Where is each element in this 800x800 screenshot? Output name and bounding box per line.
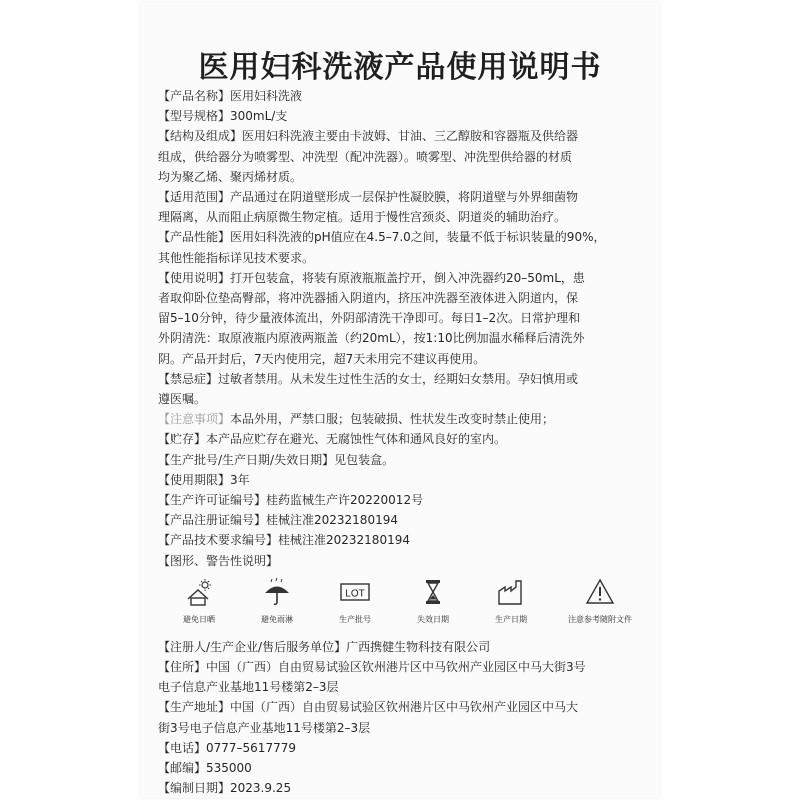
lot-text: LOT bbox=[345, 588, 365, 600]
icon-caption: 避免日晒 bbox=[183, 614, 215, 624]
symbol-umbrella bbox=[246, 577, 308, 627]
text-line: 【使用期限】3年 bbox=[158, 472, 250, 487]
symbol-hourglass bbox=[402, 577, 464, 627]
text-line: 【产品名称】医用妇科洗液 bbox=[158, 89, 303, 103]
text-line: 理隔离，从而阻止病原微生物定植。适用于慢性宫颈炎、阴道炎的辅助治疗。 bbox=[158, 210, 567, 225]
icon-caption: 生产日期 bbox=[495, 614, 527, 624]
symbol-lot bbox=[324, 577, 386, 627]
text-line: 【型号规格】300mL/支 bbox=[158, 109, 288, 124]
caution-text: 本品外用，严禁口服；包装破损、性状发生改变时禁止使用； bbox=[230, 412, 555, 427]
text-line: 【产品注册证编号】桂械注准20232180194 bbox=[158, 513, 398, 528]
text-line: 【产品技术要求编号】桂械注准20232180194 bbox=[158, 533, 410, 548]
text-line: 【产品性能】医用妇科洗液的pH值应在4.5–7.0之间，装量不低于标识装量的90%， bbox=[158, 230, 606, 245]
text-line: 【生产许可证编号】桂药监械生产许20220012号 bbox=[158, 493, 424, 508]
icon-caption: 生产批号 bbox=[339, 614, 371, 624]
symbol-sun bbox=[168, 577, 230, 627]
hourglass-icon bbox=[418, 577, 448, 607]
text-line: 遵医嘱。 bbox=[158, 392, 207, 407]
text-line: 其他性能指标详见技术要求。 bbox=[158, 250, 315, 265]
text-line: 【结构及组成】医用妇科洗液主要由卡波姆、甘油、三乙醇胺和容器瓶及供给器 bbox=[158, 129, 579, 144]
text-line: 电子信息产业基地11号楼第2–3层 bbox=[158, 680, 339, 695]
text-line: 【注册人/生产企业/售后服务单位】广西携健生物科技有限公司 bbox=[158, 639, 491, 654]
text-line: 【使用说明】打开包装盒，将装有原液瓶瓶盖拧开，倒入冲洗器约20–50mL，患 bbox=[158, 270, 585, 285]
lot-icon bbox=[340, 577, 370, 607]
text-line: 【生产地址】中国（广西）自由贸易试验区钦州港片区中马钦州产业园区中马大 bbox=[158, 700, 579, 715]
text-line: 街3号电子信息产业基地11号楼第2–3层 bbox=[158, 720, 371, 735]
sun-icon bbox=[184, 577, 214, 607]
icon-caption: 注意参考随附文件 bbox=[568, 614, 632, 624]
text-line: 组成，供给器分为喷雾型、冲洗型（配冲洗器）。喷雾型、冲洗型供给器的材质 bbox=[158, 149, 573, 164]
symbol-warning bbox=[558, 577, 642, 627]
umbrella-icon bbox=[262, 577, 292, 607]
factory-icon bbox=[496, 577, 526, 607]
icon-caption: 失效日期 bbox=[417, 614, 449, 624]
symbol-legend bbox=[168, 577, 642, 627]
bottom-section bbox=[158, 637, 646, 799]
text-line: 【图形、警告性说明】 bbox=[158, 553, 279, 568]
caution-line bbox=[158, 409, 646, 429]
text-line: 【适用范围】产品通过在阴道壁形成一层保护性凝胶膜，将阴道壁与外界细菌物 bbox=[158, 190, 579, 205]
mid-section bbox=[158, 429, 646, 570]
text-line: 均为聚乙烯、聚丙烯材质。 bbox=[158, 169, 303, 184]
text-line: 阴。产品开封后，7天内使用完，超7天未用完不建议再使用。 bbox=[158, 351, 486, 366]
text-line: 【住所】中国（广西）自由贸易试验区钦州港片区中马钦州产业园区中马大街3号 bbox=[158, 660, 586, 675]
caution-label: 【注意事项】 bbox=[158, 412, 231, 427]
document-title: 医用妇科洗液产品使用说明书 bbox=[198, 50, 602, 85]
text-line: 【编制日期】2023.9.25 bbox=[158, 781, 292, 796]
instruction-sheet bbox=[140, 2, 660, 798]
text-line: 【电话】0777–5617779 bbox=[158, 740, 296, 755]
text-line: 留5–10分钟，待少量液体流出，外阴部清洗干净即可。每日1–2次。日常护理和 bbox=[158, 311, 581, 326]
symbol-factory bbox=[480, 577, 542, 627]
icon-caption: 避免雨淋 bbox=[261, 614, 293, 624]
text-line: 【贮存】本产品应贮存在避光、无腐蚀性气体和通风良好的室内。 bbox=[158, 432, 507, 447]
top-section bbox=[158, 86, 646, 409]
spacer bbox=[158, 629, 646, 637]
text-line: 外阴清洗：取原液瓶内原液两瓶盖（约20mL），按1:10比例加温水稀释后清洗外 bbox=[158, 331, 585, 346]
text-line: 者取仰卧位垫高臀部，将冲洗器插入阴道内，挤压冲洗器至液体进入阴道内，保 bbox=[158, 291, 579, 306]
document-body bbox=[158, 86, 646, 799]
warning-icon bbox=[585, 577, 615, 607]
text-line: 【生产批号/生产日期/失效日期】见包装盒。 bbox=[158, 452, 395, 467]
text-line: 【禁忌症】过敏者禁用。从未发生过性生活的女士，经期妇女禁用。孕妇慎用或 bbox=[158, 371, 579, 386]
text-line: 【邮编】535000 bbox=[158, 761, 252, 776]
